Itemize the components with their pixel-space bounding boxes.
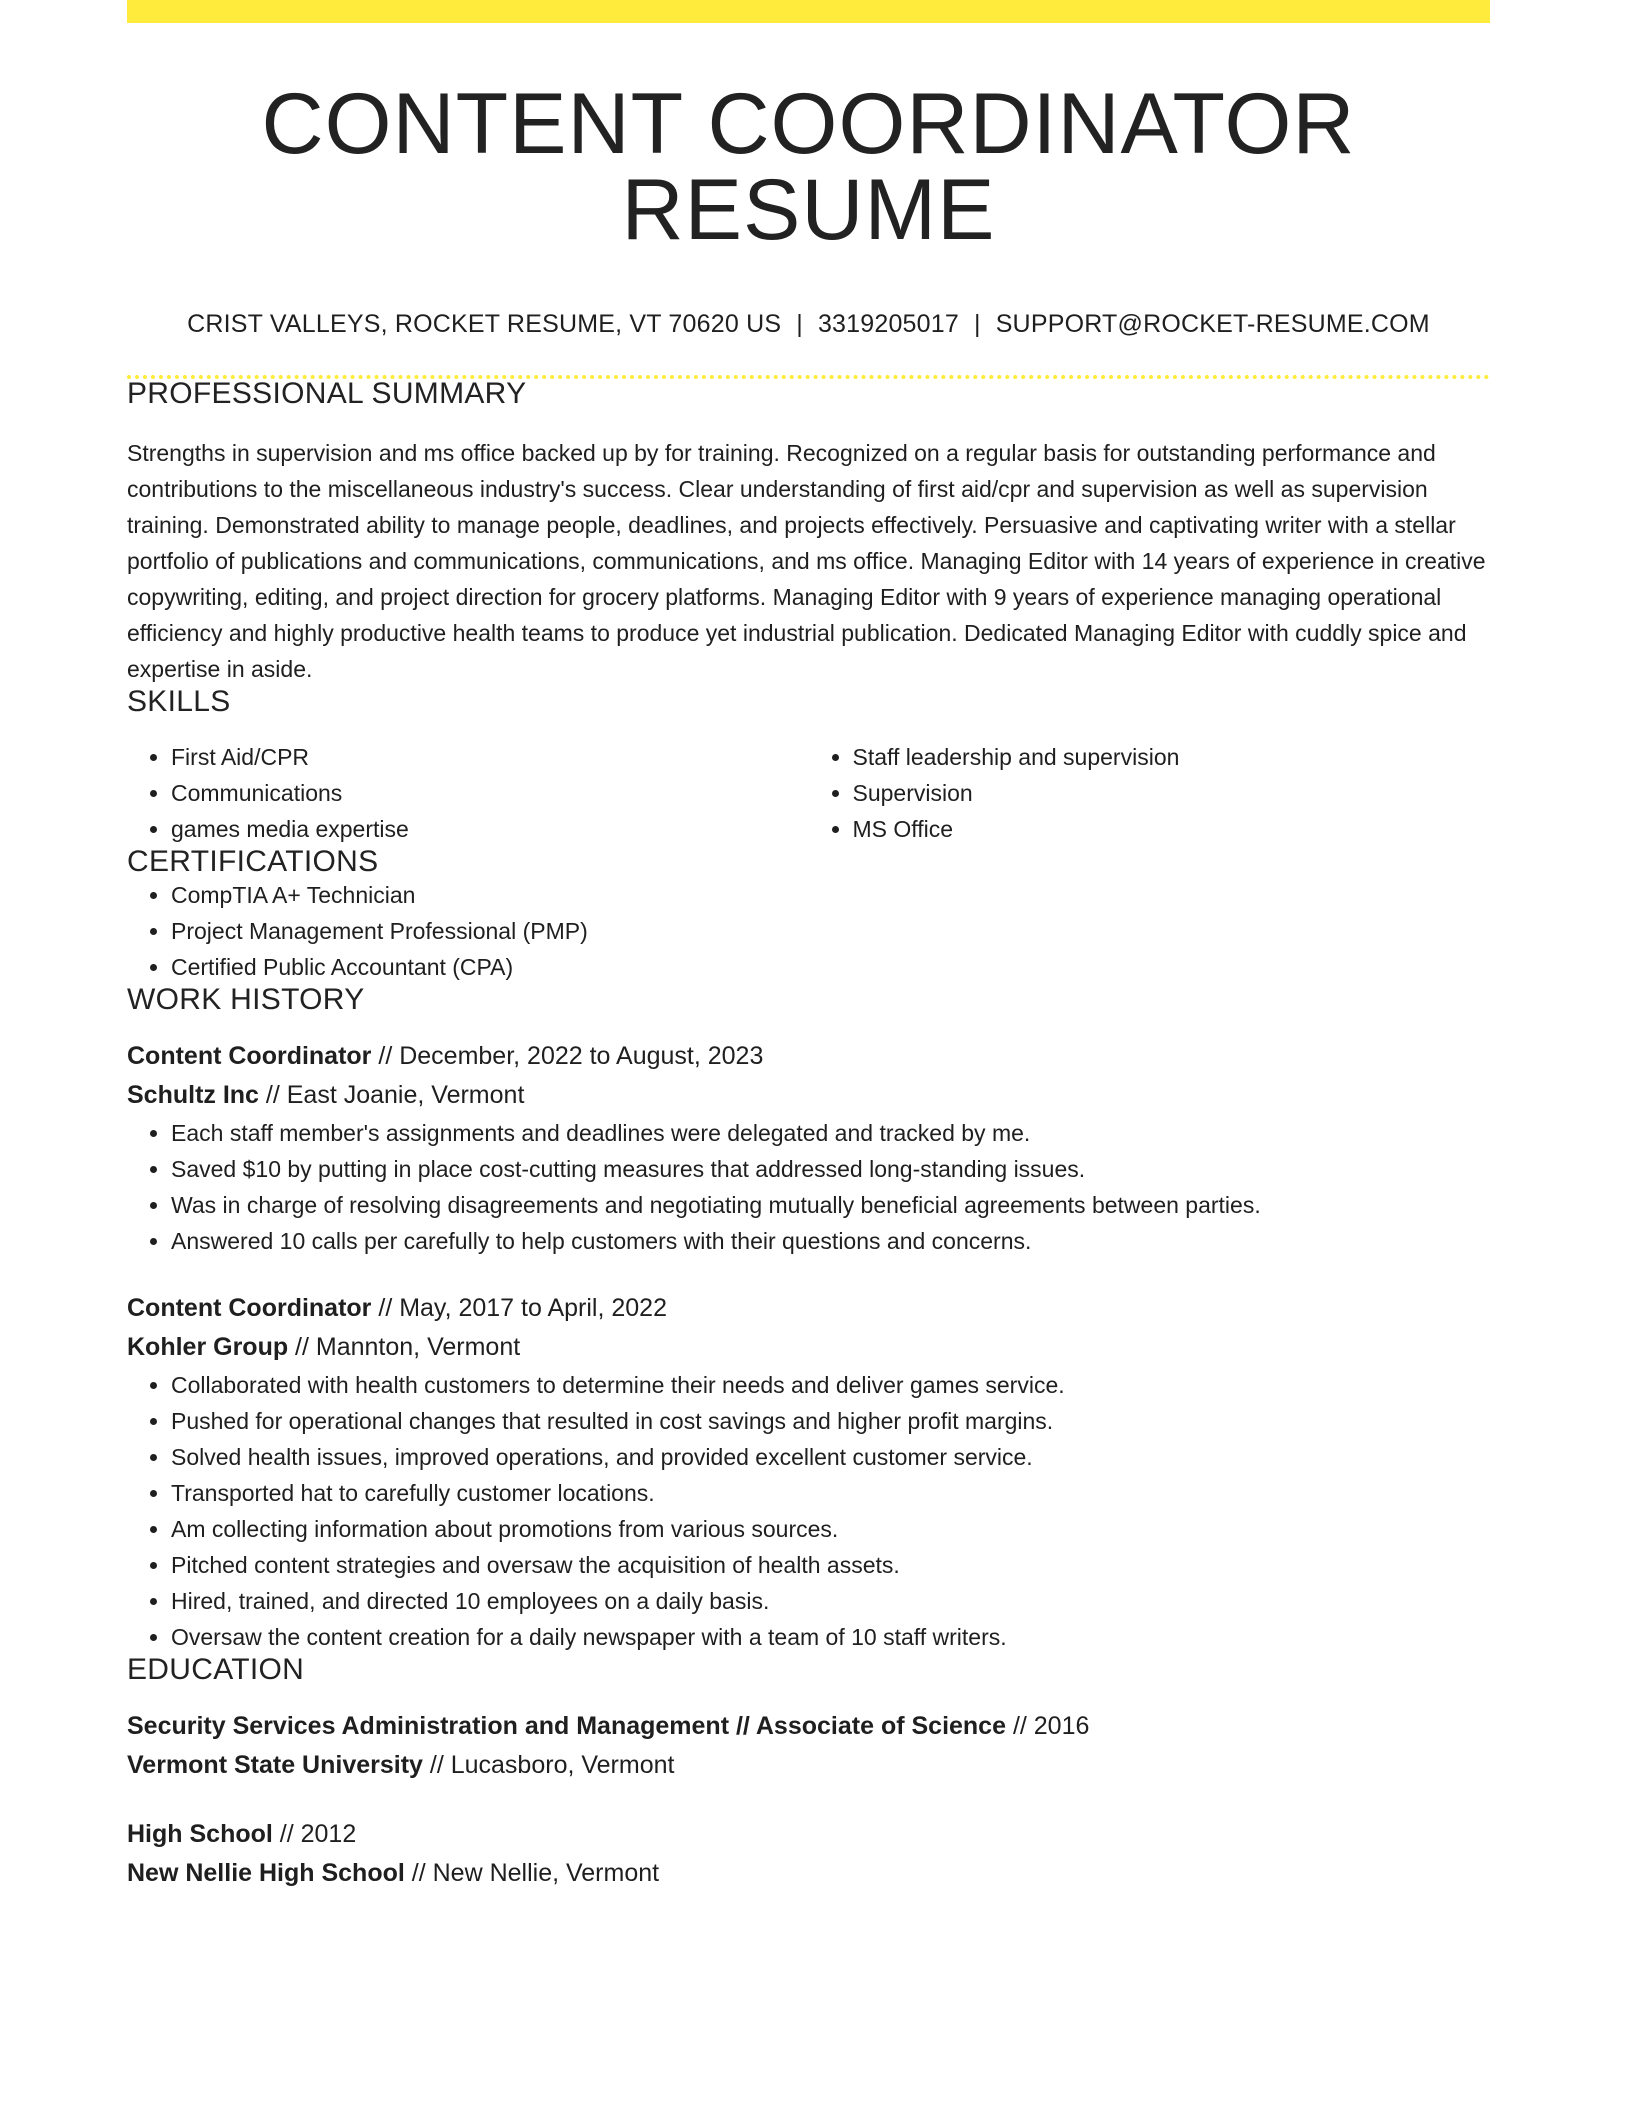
- certifications-list: [127, 877, 1490, 985]
- contact-address: CRIST VALLEYS, ROCKET RESUME, VT 70620 US: [187, 310, 782, 338]
- job-company-line: [127, 1328, 1490, 1367]
- contact-phone: 3319205017: [817, 310, 959, 338]
- job-role: Content Coordinator: [127, 1042, 372, 1070]
- job-bullets: [127, 1115, 1490, 1259]
- resume-title: CONTENT COORDINATOR RESUME: [261, 76, 1356, 258]
- skills-column-right: [809, 739, 1491, 847]
- education-location: // New Nellie, Vermont: [404, 1859, 660, 1887]
- job-bullet: • Oversaw the content creation for a daily newspaper with a team of 10 staff writers.: [171, 1619, 1490, 1655]
- certification-item: • Project Management Professional (PMP): [171, 913, 1490, 949]
- skill-item: • games media expertise: [171, 811, 809, 847]
- job-bullet: • Pitched content strategies and oversaw the acquisition of health assets.: [171, 1547, 1490, 1583]
- summary-text: Strengths in supervision and ms office backed up by for training. Recognized on a regular basis for outstanding performance and contributions to the miscellaneous industry's success. Clear understanding of first aid/cpr and supervision as well as supervision training. Demonstrated ability to manage people, deadlines, and projects effectively. Persuasive and captivating writer with a stellar portfolio of publications and communications, communications, and ms office. Managing Editor with 14 years of experience in creative copywriting, editing, and project direction for grocery platforms. Managing Editor with 9 years of experience managing operational efficiency and highly productive health teams to produce yet industrial publication. Dedicated Managing Editor with cuddly spice and expertise in aside.: [127, 440, 1486, 682]
- job-bullets: [127, 1367, 1490, 1655]
- job-location: // Mannton, Vermont: [288, 1333, 521, 1361]
- education-year: // 2016: [1006, 1712, 1090, 1740]
- education-school: Vermont State University: [127, 1751, 423, 1779]
- job-location: // East Joanie, Vermont: [258, 1081, 525, 1109]
- contact-separator: |: [973, 310, 981, 338]
- job-bullet: • Answered 10 calls per carefully to help customers with their questions and concerns.: [171, 1223, 1490, 1259]
- section-heading-summary: PROFESSIONAL SUMMARY: [127, 377, 527, 410]
- skills-column-left: [127, 739, 809, 847]
- skill-item: • First Aid/CPR: [171, 739, 809, 775]
- job-company-line: [127, 1076, 1490, 1115]
- education-degree: High School: [127, 1820, 273, 1848]
- accent-top-bar: [127, 0, 1490, 23]
- job-dates: // May, 2017 to April, 2022: [371, 1294, 667, 1322]
- job-bullet: • Am collecting information about promotions from various sources.: [171, 1511, 1490, 1547]
- skill-item: • Staff leadership and supervision: [853, 739, 1491, 775]
- resume-page: [127, 0, 1490, 1893]
- job-bullet: • Saved $10 by putting in place cost-cutting measures that addressed long-standing issues.: [171, 1151, 1490, 1187]
- education-school: New Nellie High School: [127, 1859, 405, 1887]
- education-location: // Lucasboro, Vermont: [422, 1751, 675, 1779]
- job-title-line: [127, 1289, 1490, 1328]
- education-school-line: [127, 1746, 1490, 1785]
- section-heading-work-history: WORK HISTORY: [127, 983, 365, 1016]
- job-bullet: • Collaborated with health customers to determine their needs and deliver games service.: [171, 1367, 1490, 1403]
- skill-item: • Communications: [171, 775, 809, 811]
- skill-item: • Supervision: [853, 775, 1491, 811]
- education-degree-line: [127, 1707, 1490, 1746]
- job-title-line: [127, 1037, 1490, 1076]
- job-bullet: • Each staff member's assignments and deadlines were delegated and tracked by me.: [171, 1115, 1490, 1151]
- section-heading-education: EDUCATION: [127, 1653, 305, 1686]
- skills-list-left: [127, 739, 809, 847]
- education-school-line: [127, 1854, 1490, 1893]
- job-bullet: • Hired, trained, and directed 10 employees on a daily basis.: [171, 1583, 1490, 1619]
- education-degree-line: [127, 1815, 1490, 1854]
- skills-columns: [127, 739, 1490, 847]
- job-company: Kohler Group: [127, 1333, 289, 1361]
- contact-separator: |: [796, 310, 803, 338]
- certification-item: • Certified Public Accountant (CPA): [171, 949, 1490, 985]
- education-degree: Security Services Administration and Management // Associate of Science: [127, 1712, 1006, 1740]
- section-heading-skills: SKILLS: [127, 685, 231, 718]
- contact-email[interactable]: SUPPORT@ROCKET-RESUME.COM: [995, 310, 1430, 338]
- job-dates: // December, 2022 to August, 2023: [371, 1042, 764, 1070]
- job-role: Content Coordinator: [127, 1294, 372, 1322]
- section-heading-certifications: CERTIFICATIONS: [127, 845, 379, 878]
- job-bullet: • Solved health issues, improved operations, and provided excellent customer service.: [171, 1439, 1490, 1475]
- job-bullet: • Was in charge of resolving disagreements and negotiating mutually beneficial agreements between parties.: [171, 1187, 1490, 1223]
- job-bullet: • Transported hat to carefully customer locations.: [171, 1475, 1490, 1511]
- certification-item: • CompTIA A+ Technician: [171, 877, 1490, 913]
- job-bullet: • Pushed for operational changes that resulted in cost savings and higher profit margins.: [171, 1403, 1490, 1439]
- skill-item: • MS Office: [853, 811, 1491, 847]
- job-company: Schultz Inc: [127, 1081, 259, 1109]
- skills-list-right: [809, 739, 1491, 847]
- contact-line: [127, 312, 1490, 337]
- education-year: // 2012: [272, 1820, 357, 1848]
